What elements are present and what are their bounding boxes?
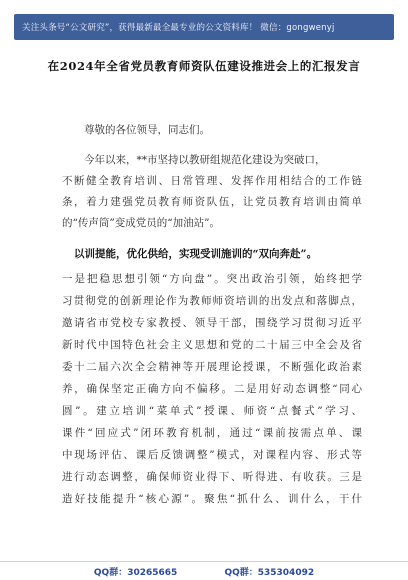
para2-line: 课件“回应式”闭环教育机制，通过“课前按需点单、课 bbox=[62, 427, 362, 439]
promo-banner: 关注头条号“公文研究”，获得最新最全最专业的公文资料库！ 微信：gongwenyj bbox=[14, 14, 394, 40]
greeting: 尊敬的各位领导，同志们。 bbox=[84, 124, 210, 136]
para2-line: 新时代中国特色社会主义思想和党的二十届三中全会及省 bbox=[62, 339, 362, 351]
para1-line: 的“传声筒”变成党员的“加油站”。 bbox=[62, 217, 220, 229]
para2-line: 造好技能提升“核心源”。聚焦“抓什么、训什么，干什 bbox=[62, 493, 362, 505]
para2-line: 习贯彻党的创新理论作为教师师资培训的出发点和落脚点， bbox=[62, 295, 362, 307]
para1-line: 不断健全教育培训、日常管理、发挥作用相结合的工作链 bbox=[62, 175, 362, 187]
footer-contacts bbox=[0, 561, 408, 578]
para2-line: 一是把稳思想引领“方向盘”。突出政治引领，始终把学 bbox=[62, 273, 362, 285]
para2-line: 养，确保坚定正确方向不偏移。二是用好动态调整“同心 bbox=[62, 383, 362, 395]
para2-line: 中现场评估、课后反馈调整”模式，对课程内容、形式等 bbox=[62, 449, 362, 461]
qq-group-1: QQ群：30265665 bbox=[93, 568, 178, 578]
para2-line: 圆”。建立培训“菜单式”授课、师资“点餐式”学习、 bbox=[62, 405, 362, 417]
para2-line: 邀请省市党校专家教授、领导干部，围绕学习贯彻习近平 bbox=[62, 317, 362, 329]
para2-line: 进行动态调整，确保师资业得下、听得进、有收获。三是 bbox=[62, 471, 362, 483]
document-title: 在2024年全省党员教育师资队伍建设推进会上的汇报发言 bbox=[47, 59, 361, 73]
qq-group-2: QQ群：535304092 bbox=[224, 568, 315, 578]
para1-line: 今年以来，**市坚持以教研组规范化建设为突破口， bbox=[84, 154, 326, 166]
para1-line: 条，着力建强党员教育师资队伍，让党员教育培训由简单 bbox=[62, 196, 362, 208]
section-heading: 以训提能，优化供给，实现受训施训的“双向奔赴”。 bbox=[74, 248, 318, 260]
para2-line: 委十二届六次全会精神等开展理论授课，不断强化政治素 bbox=[62, 361, 362, 373]
